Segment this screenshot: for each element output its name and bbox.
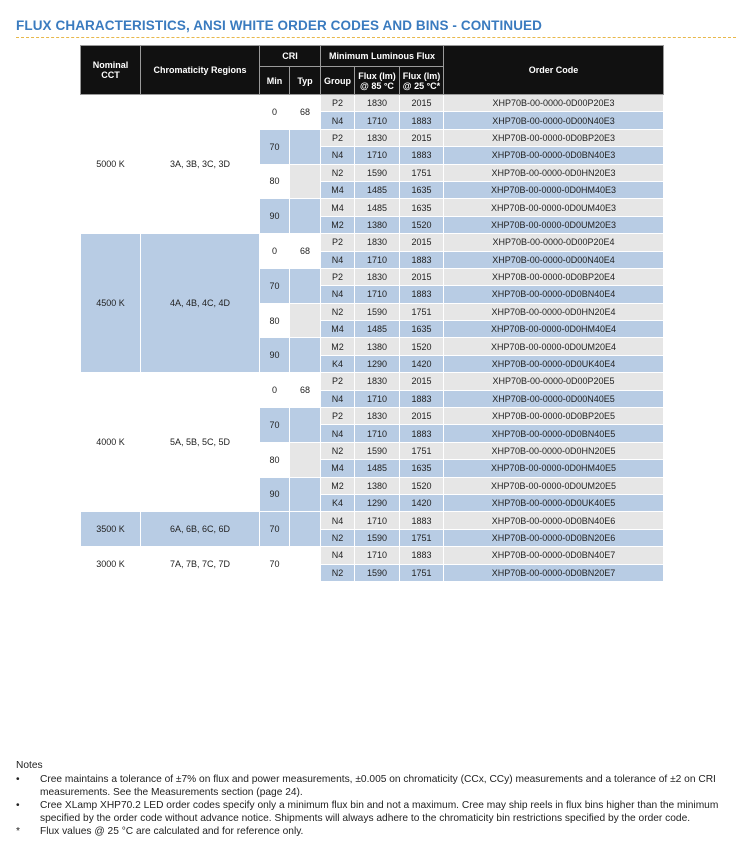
flux-25-cell: 1883 [400, 251, 444, 268]
order-code-cell: XHP70B-00-0000-0D0HM40E4 [444, 321, 664, 338]
order-code-cell: XHP70B-00-0000-0D0BN20E6 [444, 529, 664, 546]
order-code-cell: XHP70B-00-0000-0D0HN20E5 [444, 442, 664, 459]
flux-25-cell: 1520 [400, 216, 444, 233]
cri-min-cell: 0 [260, 234, 290, 269]
flux-85-cell: 1710 [355, 147, 400, 164]
flux-25-cell: 1635 [400, 199, 444, 216]
flux-25-cell: 1883 [400, 286, 444, 303]
cct-cell: 3500 K [81, 512, 141, 547]
flux-85-cell: 1710 [355, 251, 400, 268]
flux-25-cell: 1420 [400, 355, 444, 372]
flux-85-cell: 1590 [355, 564, 400, 581]
table-row [81, 373, 664, 390]
cri-min-cell: 70 [260, 512, 290, 547]
order-code-cell: XHP70B-00-0000-0D00P20E3 [444, 95, 664, 112]
order-code-cell: XHP70B-00-0000-0D00N40E4 [444, 251, 664, 268]
group-cell: P2 [321, 95, 355, 112]
order-code-cell: XHP70B-00-0000-0D0BP20E5 [444, 408, 664, 425]
cri-typ-cell [290, 408, 321, 443]
group-cell: P2 [321, 129, 355, 146]
flux-25-cell: 1883 [400, 390, 444, 407]
cri-min-cell: 90 [260, 338, 290, 373]
cri-typ-cell [290, 303, 321, 338]
flux-table-body [81, 95, 664, 582]
flux-25-cell: 1751 [400, 442, 444, 459]
cri-typ-cell [290, 477, 321, 512]
header-min-luminous-flux: Minimum Luminous Flux [321, 46, 444, 67]
chromaticity-cell: 6A, 6B, 6C, 6D [141, 512, 260, 547]
cri-min-cell: 0 [260, 95, 290, 130]
note-text: Flux values @ 25 °C are calculated and for reference only. [40, 826, 304, 837]
group-cell: N4 [321, 147, 355, 164]
header-flux-85: Flux (lm) @ 85 °C [355, 67, 400, 95]
order-code-cell: XHP70B-00-0000-0D0UK40E4 [444, 355, 664, 372]
flux-25-cell: 1420 [400, 494, 444, 511]
group-cell: N4 [321, 390, 355, 407]
cri-min-cell: 70 [260, 129, 290, 164]
table-row [81, 234, 664, 251]
note-item [16, 825, 741, 838]
flux-25-cell: 2015 [400, 268, 444, 285]
flux-25-cell: 1883 [400, 112, 444, 129]
group-cell: N4 [321, 251, 355, 268]
group-cell: N2 [321, 164, 355, 181]
group-cell: N2 [321, 303, 355, 320]
order-code-cell: XHP70B-00-0000-0D00P20E5 [444, 373, 664, 390]
flux-85-cell: 1710 [355, 390, 400, 407]
group-cell: N4 [321, 512, 355, 529]
group-cell: P2 [321, 234, 355, 251]
header-cri-min: Min [260, 67, 290, 95]
order-code-cell: XHP70B-00-0000-0D0BP20E3 [444, 129, 664, 146]
table-row [81, 512, 664, 529]
flux-85-cell: 1710 [355, 425, 400, 442]
group-cell: N2 [321, 564, 355, 581]
cri-typ-cell: 68 [290, 373, 321, 408]
flux-table [80, 45, 664, 582]
flux-85-cell: 1830 [355, 129, 400, 146]
flux-85-cell: 1830 [355, 268, 400, 285]
order-code-cell: XHP70B-00-0000-0D0UM20E4 [444, 338, 664, 355]
cri-typ-cell [290, 338, 321, 373]
group-cell: M4 [321, 321, 355, 338]
group-cell: M4 [321, 199, 355, 216]
cct-cell: 4500 K [81, 234, 141, 373]
header-nominal-cct: Nominal CCT [81, 46, 141, 95]
cri-typ-cell [290, 442, 321, 477]
note-text: Cree maintains a tolerance of ±7% on flux and power measurements, ±0.005 on chromaticity (CCx, CCy) measurements and a tolerance of ±2 on CRI measurements. See the Measurements section (page 24). [40, 774, 716, 798]
header-flux-25: Flux (lm) @ 25 °C* [400, 67, 444, 95]
flux-85-cell: 1710 [355, 512, 400, 529]
note-text: Cree XLamp XHP70.2 LED order codes specify only a minimum flux bin and not a maximum. Cree may ship reels in flux bins higher than the minimum specified by the order code without advance notice. Shipments will always adhere to the chromaticity bin restrictions specified by the order code. [40, 800, 719, 824]
flux-25-cell: 1635 [400, 321, 444, 338]
flux-85-cell: 1485 [355, 199, 400, 216]
flux-85-cell: 1710 [355, 547, 400, 564]
cri-typ-cell [290, 512, 321, 547]
cct-cell: 4000 K [81, 373, 141, 512]
order-code-cell: XHP70B-00-0000-0D0UM20E3 [444, 216, 664, 233]
group-cell: N2 [321, 529, 355, 546]
flux-85-cell: 1830 [355, 95, 400, 112]
flux-25-cell: 1635 [400, 181, 444, 198]
cri-min-cell: 70 [260, 408, 290, 443]
flux-25-cell: 1883 [400, 512, 444, 529]
note-item [16, 799, 741, 825]
notes-title: Notes [16, 760, 43, 771]
group-cell: M4 [321, 181, 355, 198]
flux-85-cell: 1830 [355, 373, 400, 390]
flux-85-cell: 1485 [355, 321, 400, 338]
flux-25-cell: 2015 [400, 408, 444, 425]
flux-85-cell: 1830 [355, 234, 400, 251]
flux-85-cell: 1380 [355, 216, 400, 233]
group-cell: M2 [321, 216, 355, 233]
table-row [81, 547, 664, 564]
order-code-cell: XHP70B-00-0000-0D0UM40E3 [444, 199, 664, 216]
order-code-cell: XHP70B-00-0000-0D0BN40E5 [444, 425, 664, 442]
order-code-cell: XHP70B-00-0000-0D0BN20E7 [444, 564, 664, 581]
cri-min-cell: 70 [260, 547, 290, 582]
flux-25-cell: 1751 [400, 303, 444, 320]
group-cell: K4 [321, 494, 355, 511]
cri-min-cell: 80 [260, 442, 290, 477]
flux-25-cell: 2015 [400, 95, 444, 112]
cri-typ-cell [290, 164, 321, 199]
group-cell: N4 [321, 547, 355, 564]
chromaticity-cell: 3A, 3B, 3C, 3D [141, 95, 260, 234]
note-asterisk: * [16, 826, 20, 837]
order-code-cell: XHP70B-00-0000-0D00P20E4 [444, 234, 664, 251]
order-code-cell: XHP70B-00-0000-0D00N40E5 [444, 390, 664, 407]
group-cell: P2 [321, 408, 355, 425]
title-divider [16, 37, 736, 38]
chromaticity-cell: 4A, 4B, 4C, 4D [141, 234, 260, 373]
order-code-cell: XHP70B-00-0000-0D0UM20E5 [444, 477, 664, 494]
order-code-cell: XHP70B-00-0000-0D00N40E3 [444, 112, 664, 129]
flux-85-cell: 1590 [355, 529, 400, 546]
cri-min-cell: 80 [260, 303, 290, 338]
flux-85-cell: 1290 [355, 355, 400, 372]
flux-25-cell: 1883 [400, 147, 444, 164]
header-cri: CRI [260, 46, 321, 67]
cri-min-cell: 90 [260, 199, 290, 234]
group-cell: N2 [321, 442, 355, 459]
flux-25-cell: 1635 [400, 460, 444, 477]
cri-min-cell: 90 [260, 477, 290, 512]
order-code-cell: XHP70B-00-0000-0D0UK40E5 [444, 494, 664, 511]
header-order-code: Order Code [444, 46, 664, 95]
order-code-cell: XHP70B-00-0000-0D0HM40E5 [444, 460, 664, 477]
flux-25-cell: 1751 [400, 529, 444, 546]
flux-85-cell: 1485 [355, 460, 400, 477]
order-code-cell: XHP70B-00-0000-0D0BP20E4 [444, 268, 664, 285]
flux-85-cell: 1380 [355, 338, 400, 355]
order-code-cell: XHP70B-00-0000-0D0BN40E6 [444, 512, 664, 529]
cri-min-cell: 70 [260, 268, 290, 303]
group-cell: N4 [321, 425, 355, 442]
header-cri-typ: Typ [290, 67, 321, 95]
group-cell: N4 [321, 112, 355, 129]
group-cell: N4 [321, 286, 355, 303]
section-title: FLUX CHARACTERISTICS, ANSI WHITE ORDER CODES AND BINS - CONTINUED [16, 18, 543, 33]
flux-85-cell: 1380 [355, 477, 400, 494]
flux-25-cell: 2015 [400, 373, 444, 390]
order-code-cell: XHP70B-00-0000-0D0BN40E7 [444, 547, 664, 564]
flux-25-cell: 2015 [400, 129, 444, 146]
cri-min-cell: 0 [260, 373, 290, 408]
group-cell: K4 [321, 355, 355, 372]
flux-25-cell: 2015 [400, 234, 444, 251]
flux-25-cell: 1883 [400, 547, 444, 564]
flux-85-cell: 1290 [355, 494, 400, 511]
cri-typ-cell: 68 [290, 234, 321, 269]
header-chromaticity-regions: Chromaticity Regions [141, 46, 260, 95]
flux-85-cell: 1590 [355, 303, 400, 320]
flux-25-cell: 1520 [400, 477, 444, 494]
chromaticity-cell: 5A, 5B, 5C, 5D [141, 373, 260, 512]
cri-typ-cell [290, 129, 321, 164]
group-cell: P2 [321, 268, 355, 285]
cri-typ-cell: 68 [290, 95, 321, 130]
group-cell: P2 [321, 373, 355, 390]
group-cell: M2 [321, 477, 355, 494]
order-code-cell: XHP70B-00-0000-0D0BN40E4 [444, 286, 664, 303]
note-bullet: • [16, 774, 20, 785]
flux-85-cell: 1830 [355, 408, 400, 425]
flux-25-cell: 1751 [400, 164, 444, 181]
cri-typ-cell [290, 199, 321, 234]
flux-85-cell: 1710 [355, 112, 400, 129]
cri-min-cell: 80 [260, 164, 290, 199]
header-group: Group [321, 67, 355, 95]
table-row [81, 95, 664, 112]
note-bullet: • [16, 800, 20, 811]
chromaticity-cell: 7A, 7B, 7C, 7D [141, 547, 260, 582]
order-code-cell: XHP70B-00-0000-0D0HN20E4 [444, 303, 664, 320]
group-cell: M2 [321, 338, 355, 355]
cri-typ-cell [290, 268, 321, 303]
note-item [16, 773, 741, 799]
flux-85-cell: 1710 [355, 286, 400, 303]
flux-85-cell: 1590 [355, 164, 400, 181]
flux-25-cell: 1520 [400, 338, 444, 355]
flux-25-cell: 1751 [400, 564, 444, 581]
order-code-cell: XHP70B-00-0000-0D0HM40E3 [444, 181, 664, 198]
flux-25-cell: 1883 [400, 425, 444, 442]
flux-85-cell: 1590 [355, 442, 400, 459]
cri-typ-cell [290, 547, 321, 582]
notes-section [16, 759, 741, 838]
order-code-cell: XHP70B-00-0000-0D0BN40E3 [444, 147, 664, 164]
order-code-cell: XHP70B-00-0000-0D0HN20E3 [444, 164, 664, 181]
cct-cell: 3000 K [81, 547, 141, 582]
flux-85-cell: 1485 [355, 181, 400, 198]
group-cell: M4 [321, 460, 355, 477]
cct-cell: 5000 K [81, 95, 141, 234]
